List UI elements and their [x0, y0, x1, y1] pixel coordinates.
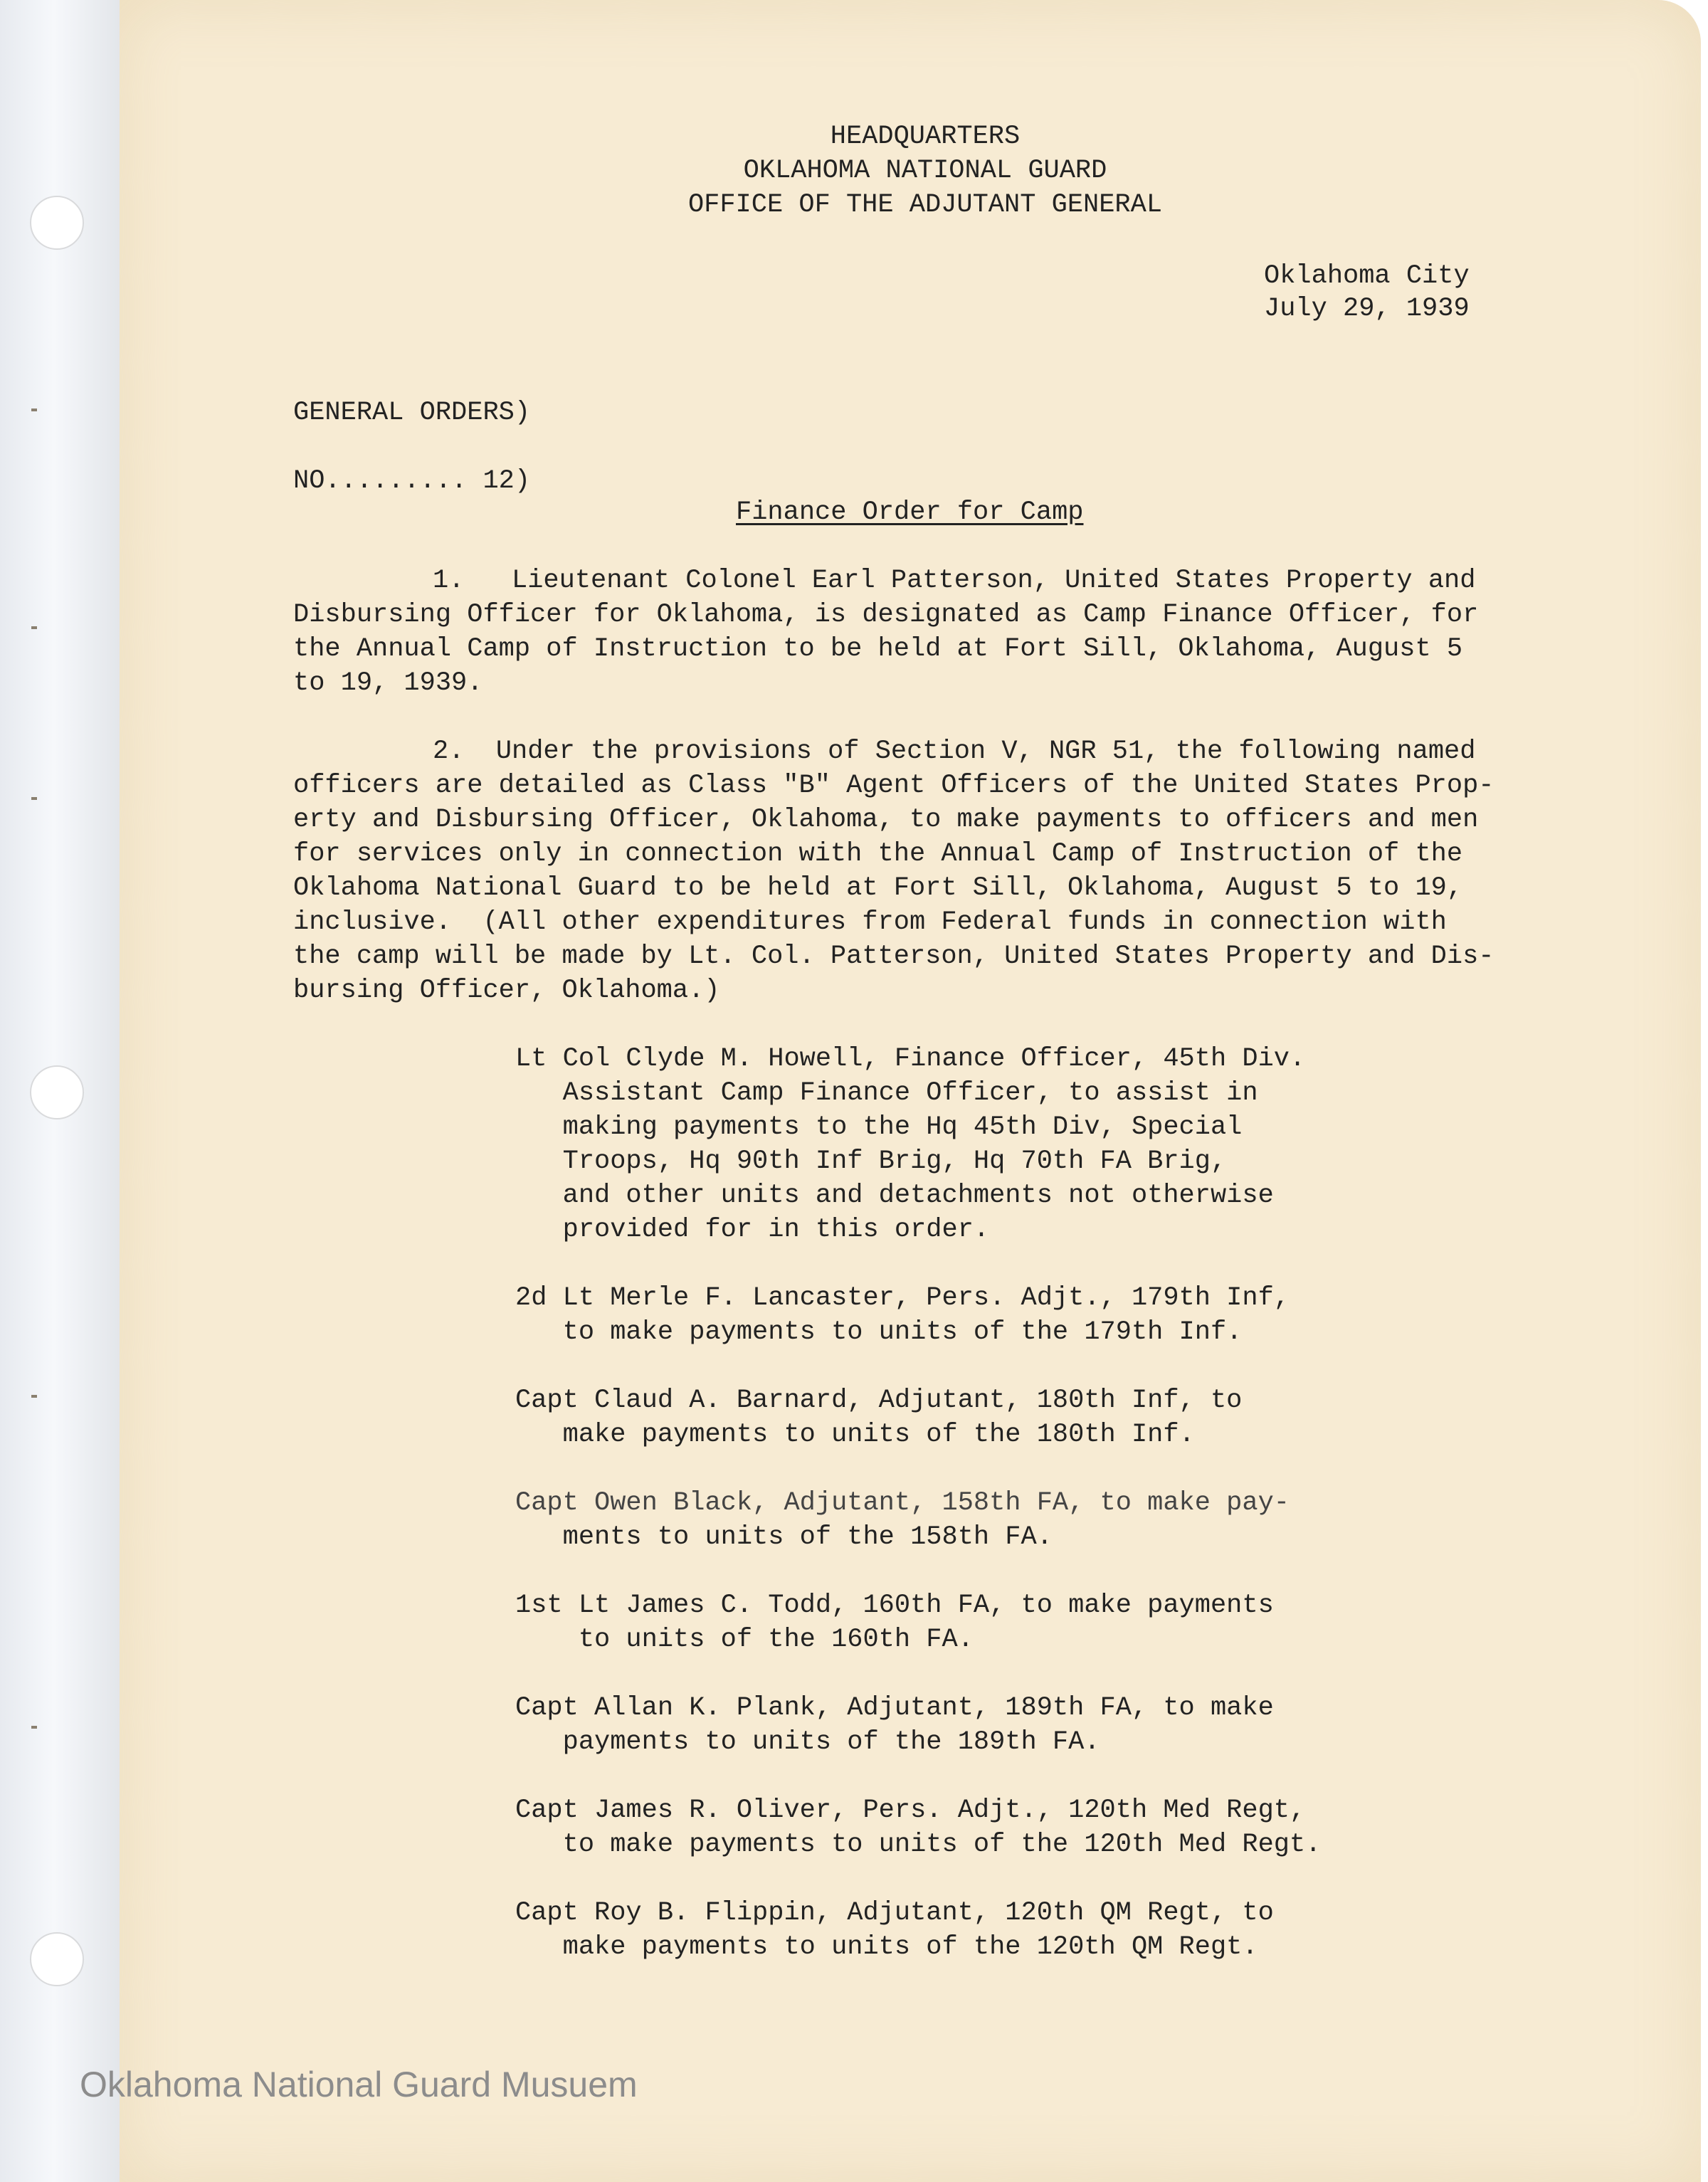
paragraph-2-line: erty and Disbursing Officer, Oklahoma, to make payments to officers and men [293, 805, 1479, 835]
agent-line: ments to units of the 158th FA. [515, 1522, 1053, 1552]
paragraph-2-line: 2. Under the provisions of Section V, NGR 51, the following named [433, 737, 1476, 766]
header-line-3: OFFICE OF THE ADJUTANT GENERAL [687, 190, 1163, 220]
agent-line: Capt Roy B. Flippin, Adjutant, 120th QM Regt, to [515, 1898, 1274, 1928]
place-city: Oklahoma City [1264, 261, 1470, 291]
header-line-1: HEADQUARTERS [830, 122, 1021, 152]
agent-line: Assistant Camp Finance Officer, to assist in [515, 1078, 1258, 1108]
general-orders-label: GENERAL ORDERS) [293, 398, 531, 428]
agent-line: to make payments to units of the 120th Med Regt. [515, 1830, 1322, 1860]
agent-line: 1st Lt James C. Todd, 160th FA, to make payments [515, 1591, 1274, 1620]
museum-watermark: Oklahoma National Guard Musuem [80, 2065, 638, 2104]
paragraph-2-line: Oklahoma National Guard to be held at Fort Sill, Oklahoma, August 5 to 19, [293, 873, 1463, 903]
agent-line: to units of the 160th FA. [515, 1625, 974, 1655]
binder-mark [31, 1395, 37, 1398]
agent-line: make payments to units of the 180th Inf. [515, 1420, 1195, 1450]
agent-line: making payments to the Hq 45th Div, Special [515, 1112, 1243, 1142]
paragraph-2-line: officers are detailed as Class "B" Agent Officers of the United States Prop- [293, 771, 1494, 801]
paragraph-2-line: bursing Officer, Oklahoma.) [293, 976, 720, 1006]
agent-line: and other units and detachments not otherwise [515, 1181, 1274, 1211]
agent-line: provided for in this order. [515, 1215, 990, 1245]
paragraph-1-line: to 19, 1939. [293, 668, 483, 698]
binder-mark [31, 409, 37, 411]
binder-mark [31, 626, 37, 629]
agent-line: Capt Allan K. Plank, Adjutant, 189th FA, to make [515, 1693, 1274, 1723]
agent-line: Capt Claud A. Barnard, Adjutant, 180th Inf, to [515, 1386, 1243, 1416]
paragraph-2-line: inclusive. (All other expenditures from Federal funds in connection with [293, 907, 1447, 937]
paragraph-2-line: for services only in connection with the Annual Camp of Instruction of the [293, 839, 1463, 869]
order-number: NO......... 12) [293, 466, 531, 496]
paragraph-1-line: the Annual Camp of Instruction to be held at Fort Sill, Oklahoma, August 5 [293, 634, 1463, 664]
document-date: July 29, 1939 [1264, 294, 1470, 324]
binder-mark [31, 1726, 37, 1729]
agent-line: Capt James R. Oliver, Pers. Adjt., 120th Med Regt, [515, 1796, 1306, 1825]
agent-line: Capt Owen Black, Adjutant, 158th FA, to make pay- [515, 1488, 1290, 1518]
binder-strip [0, 0, 120, 2182]
page-title: Finance Order for Camp [736, 497, 1084, 527]
paragraph-1-line: Disbursing Officer for Oklahoma, is designated as Camp Finance Officer, for [293, 600, 1479, 630]
agent-line: payments to units of the 189th FA. [515, 1727, 1100, 1757]
punch-hole [30, 196, 84, 250]
header-line-2: OKLAHOMA NATIONAL GUARD [743, 156, 1107, 186]
binder-mark [31, 797, 37, 800]
paragraph-2-line: the camp will be made by Lt. Col. Patterson, United States Property and Dis- [293, 942, 1494, 971]
agent-line: Lt Col Clyde M. Howell, Finance Officer, 45th Div. [515, 1044, 1306, 1074]
punch-hole [30, 1065, 84, 1119]
agent-line: Troops, Hq 90th Inf Brig, Hq 70th FA Brig, [515, 1147, 1227, 1176]
agent-line: make payments to units of the 120th QM Regt. [515, 1932, 1258, 1962]
punch-hole [30, 1932, 84, 1986]
paragraph-1-line: 1. Lieutenant Colonel Earl Patterson, United States Property and [433, 566, 1476, 596]
agent-line: 2d Lt Merle F. Lancaster, Pers. Adjt., 179th Inf, [515, 1283, 1290, 1313]
agent-line: to make payments to units of the 179th Inf. [515, 1317, 1243, 1347]
